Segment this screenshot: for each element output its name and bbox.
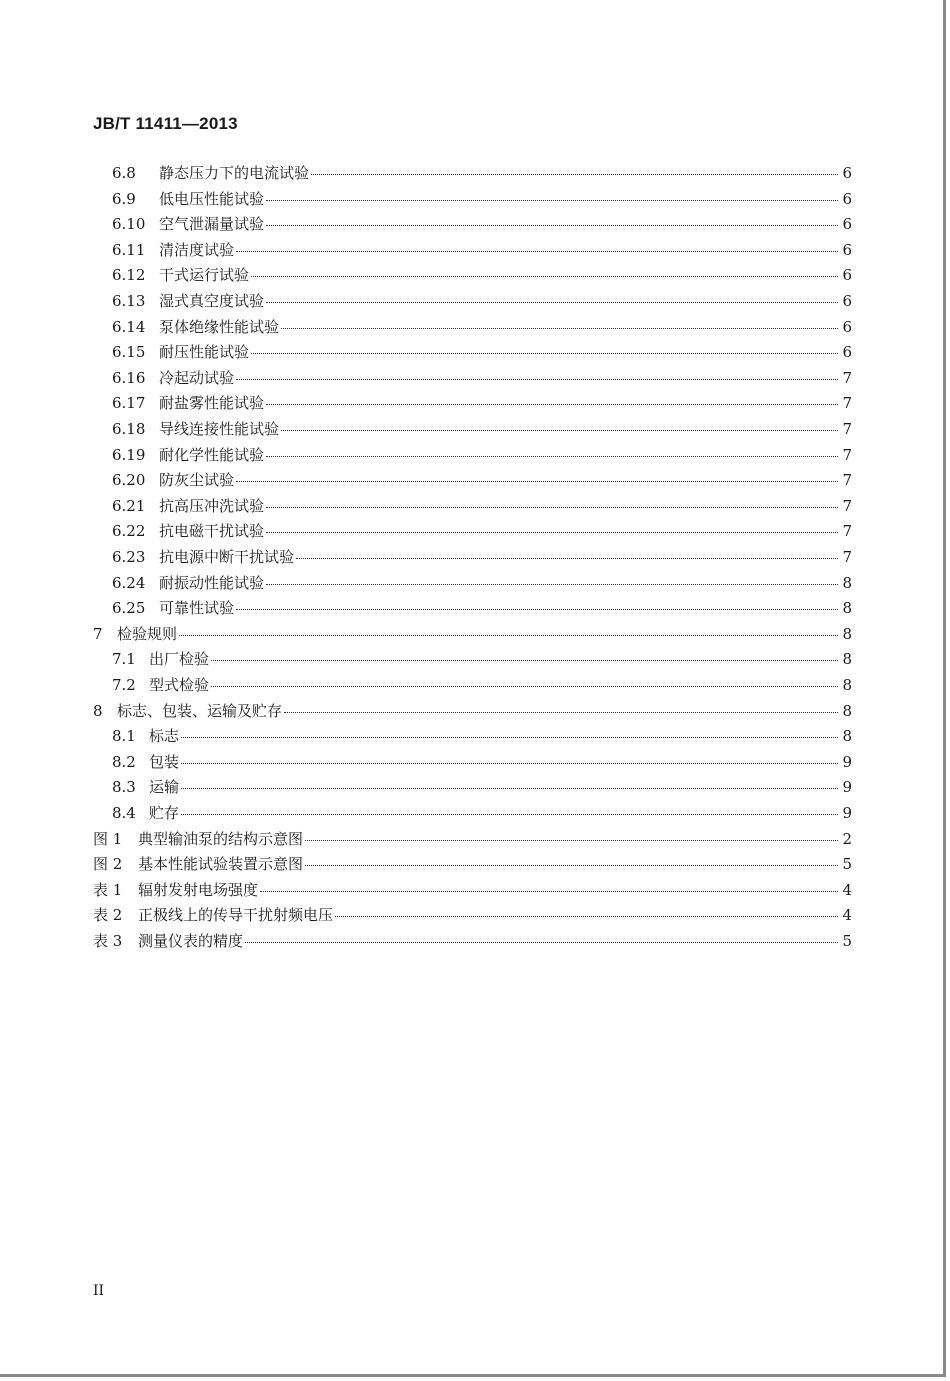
toc-entry-number: 6.23	[112, 548, 146, 566]
toc-entry[interactable]	[112, 802, 852, 824]
toc-entry-title: 抗电源中断干扰试验	[159, 548, 295, 566]
leader-dots	[305, 839, 838, 841]
toc-entry-number: 6.9	[112, 189, 136, 208]
toc-entry-title: 抗电磁干扰试验	[159, 522, 265, 541]
toc-entry-number: 6.14	[112, 317, 146, 336]
toc-entry-page: 6	[842, 215, 852, 234]
toc-entry-number: 6.25	[112, 599, 146, 618]
toc-entry-number: 8.4	[112, 804, 136, 822]
toc-entry[interactable]	[112, 213, 852, 235]
toc-entry-title: 冷起动试验	[159, 368, 235, 387]
leader-dots	[236, 378, 838, 380]
toc-entry[interactable]	[112, 674, 852, 696]
leader-dots	[335, 915, 838, 917]
toc-entry-page: 7	[842, 548, 852, 566]
toc-entry-number: 6.24	[112, 573, 146, 592]
toc-entry-page: 5	[842, 855, 852, 874]
leader-dots	[266, 301, 838, 303]
toc-entry-title: 辐射发射电场强度	[138, 880, 259, 899]
toc-entry-title: 出厂检验	[149, 650, 210, 669]
toc-entry-page: 8	[842, 676, 852, 694]
toc-entry-title: 干式运行试验	[159, 266, 250, 285]
toc-entry-page: 4	[842, 906, 852, 925]
leader-dots	[251, 275, 838, 277]
toc-entry-title: 可靠性试验	[159, 599, 235, 618]
toc-entry-number: 6.10	[112, 215, 146, 234]
leader-dots	[266, 224, 838, 226]
toc-entry-page: 6	[842, 189, 852, 208]
toc-entry-number: 6.20	[112, 471, 146, 490]
toc-entry-page: 6	[842, 266, 852, 285]
leader-dots	[236, 250, 838, 252]
toc-entry[interactable]	[112, 572, 852, 594]
leader-dots	[181, 787, 838, 789]
toc-entry-title: 导线连接性能试验	[159, 420, 280, 438]
toc-entry-page: 7	[842, 368, 852, 387]
toc-entry-page: 5	[842, 932, 852, 950]
page-number: II	[93, 1283, 105, 1299]
toc-entry-page: 6	[842, 292, 852, 310]
leader-dots	[296, 557, 838, 559]
leader-dots	[266, 506, 838, 508]
toc-entry-page: 7	[842, 471, 852, 490]
leader-dots	[266, 531, 838, 533]
toc-entry[interactable]	[93, 930, 852, 952]
toc-entry[interactable]	[112, 341, 852, 363]
toc-entry-number: 图 2	[93, 855, 123, 874]
toc-entry[interactable]	[93, 853, 852, 875]
toc-entry-page: 8	[842, 701, 852, 720]
toc-entry-number: 6.15	[112, 343, 146, 362]
toc-entry-number: 8.2	[112, 752, 136, 771]
toc-entry-title: 清洁度试验	[159, 240, 235, 259]
toc-entry-title: 标志	[149, 727, 180, 746]
leader-dots	[281, 429, 838, 431]
toc-entry-number: 6.13	[112, 292, 146, 310]
toc-entry-page: 9	[842, 804, 852, 822]
toc-entry-number: 6.16	[112, 368, 146, 387]
toc-entry-number: 6.18	[112, 420, 146, 438]
leader-dots	[266, 455, 838, 457]
toc-entry-number: 6.11	[112, 240, 146, 259]
toc-entry-title: 空气泄漏量试验	[159, 215, 265, 234]
toc-entry-title: 防灰尘试验	[159, 471, 235, 490]
toc-entry-page: 9	[842, 752, 852, 771]
toc-entry[interactable]	[112, 495, 852, 517]
toc-entry-page: 7	[842, 394, 852, 413]
toc-entry[interactable]	[112, 162, 852, 184]
toc-entry-page: 7	[842, 496, 852, 515]
toc-entry-page: 4	[842, 880, 852, 899]
toc-entry-number: 6.21	[112, 496, 146, 515]
toc-entry[interactable]	[112, 751, 852, 773]
toc-entry-title: 静态压力下的电流试验	[159, 164, 310, 182]
toc-entry-page: 7	[842, 420, 852, 438]
toc-entry-page: 8	[842, 599, 852, 618]
toc-entry-title: 耐振动性能试验	[159, 573, 265, 592]
toc-entry-page: 8	[842, 650, 852, 669]
toc-entry[interactable]	[112, 239, 852, 261]
toc-entry-title: 基本性能试验装置示意图	[138, 855, 304, 874]
toc-entry-page: 6	[842, 240, 852, 259]
leader-dots	[311, 173, 838, 175]
leader-dots	[181, 813, 838, 815]
toc-entry-page: 7	[842, 522, 852, 541]
toc-entry[interactable]	[112, 648, 852, 670]
toc-entry-page: 8	[842, 573, 852, 592]
leader-dots	[305, 864, 838, 866]
toc-entry[interactable]	[112, 520, 852, 542]
toc-entry-number: 6.17	[112, 394, 146, 413]
toc-entry[interactable]	[112, 776, 852, 798]
toc-entry[interactable]	[112, 188, 852, 210]
toc-entry-number: 6.8	[112, 164, 136, 182]
toc-entry-number: 表 3	[93, 932, 123, 950]
leader-dots	[284, 711, 838, 713]
toc-entry-title: 典型输油泵的结构示意图	[138, 829, 304, 848]
toc-entry-title: 贮存	[149, 804, 180, 822]
toc-entry[interactable]	[93, 700, 852, 722]
leader-dots	[266, 403, 838, 405]
toc-entry-title: 低电压性能试验	[159, 189, 265, 208]
toc-entry-page: 2	[842, 829, 852, 848]
leader-dots	[251, 352, 838, 354]
toc-entry-title: 湿式真空度试验	[159, 292, 265, 310]
toc-entry-title: 抗高压冲洗试验	[159, 496, 265, 515]
toc-entry-title: 耐化学性能试验	[159, 445, 265, 464]
toc-entry[interactable]	[93, 828, 852, 850]
toc-entry-title: 泵体绝缘性能试验	[159, 317, 280, 336]
toc-entry-title: 测量仪表的精度	[138, 932, 244, 950]
leader-dots	[266, 583, 838, 585]
toc-entry[interactable]	[112, 546, 852, 568]
toc-entry-number: 7.2	[112, 676, 136, 694]
toc-entry-number: 表 1	[93, 880, 123, 899]
toc-entry[interactable]	[112, 725, 852, 747]
toc-entry-title: 耐压性能试验	[159, 343, 250, 362]
leader-dots	[236, 608, 838, 610]
toc-entry[interactable]	[93, 879, 852, 901]
toc-entry[interactable]	[112, 367, 852, 389]
toc-entry-number: 8	[93, 701, 103, 720]
leader-dots	[281, 327, 838, 329]
toc-entry-title: 检验规则	[117, 624, 178, 643]
leader-dots	[211, 659, 838, 661]
toc-entry-number: 6.12	[112, 266, 146, 285]
toc-entry[interactable]	[112, 264, 852, 286]
toc-entry-page: 8	[842, 727, 852, 746]
leader-dots	[236, 480, 838, 482]
toc-entry[interactable]	[93, 623, 852, 645]
toc-entry-title: 包装	[149, 752, 180, 771]
toc-entry[interactable]	[112, 469, 852, 491]
toc-entry-title: 型式检验	[149, 676, 210, 694]
toc-entry-number: 表 2	[93, 906, 123, 925]
toc-entry[interactable]	[112, 316, 852, 338]
toc-entry-number: 图 1	[93, 829, 123, 848]
toc-entry[interactable]	[112, 597, 852, 619]
toc-entry-title: 标志、包装、运输及贮存	[117, 701, 283, 720]
toc-entry-number: 7.1	[112, 650, 136, 669]
toc-entry-page: 6	[842, 317, 852, 336]
toc-entry-number: 7	[93, 624, 103, 643]
toc-entry-page: 7	[842, 445, 852, 464]
leader-dots	[179, 634, 838, 636]
toc-entry[interactable]	[93, 904, 852, 926]
leader-dots	[181, 762, 838, 764]
standard-code: JB/T 11411—2013	[93, 114, 238, 133]
toc-entry-title: 运输	[149, 778, 180, 797]
toc-entry[interactable]	[112, 392, 852, 414]
toc-entry-number: 6.19	[112, 445, 146, 464]
toc-entry-title: 耐盐雾性能试验	[159, 394, 265, 413]
leader-dots	[266, 199, 838, 201]
leader-dots	[211, 685, 838, 687]
toc-entry-page: 6	[842, 164, 852, 182]
toc-entry-page: 8	[842, 624, 852, 643]
toc-entry-title: 正极线上的传导干扰射频电压	[138, 906, 334, 925]
toc-entry-number: 8.3	[112, 778, 136, 797]
toc-entry[interactable]	[112, 418, 852, 440]
leader-dots	[260, 890, 838, 892]
leader-dots	[245, 941, 838, 943]
toc-entry-number: 6.22	[112, 522, 146, 541]
toc-entry[interactable]	[112, 444, 852, 466]
toc-entry-page: 6	[842, 343, 852, 362]
toc-entry-page: 9	[842, 778, 852, 797]
toc-entry[interactable]	[112, 290, 852, 312]
toc-entry-number: 8.1	[112, 727, 136, 746]
leader-dots	[181, 736, 838, 738]
